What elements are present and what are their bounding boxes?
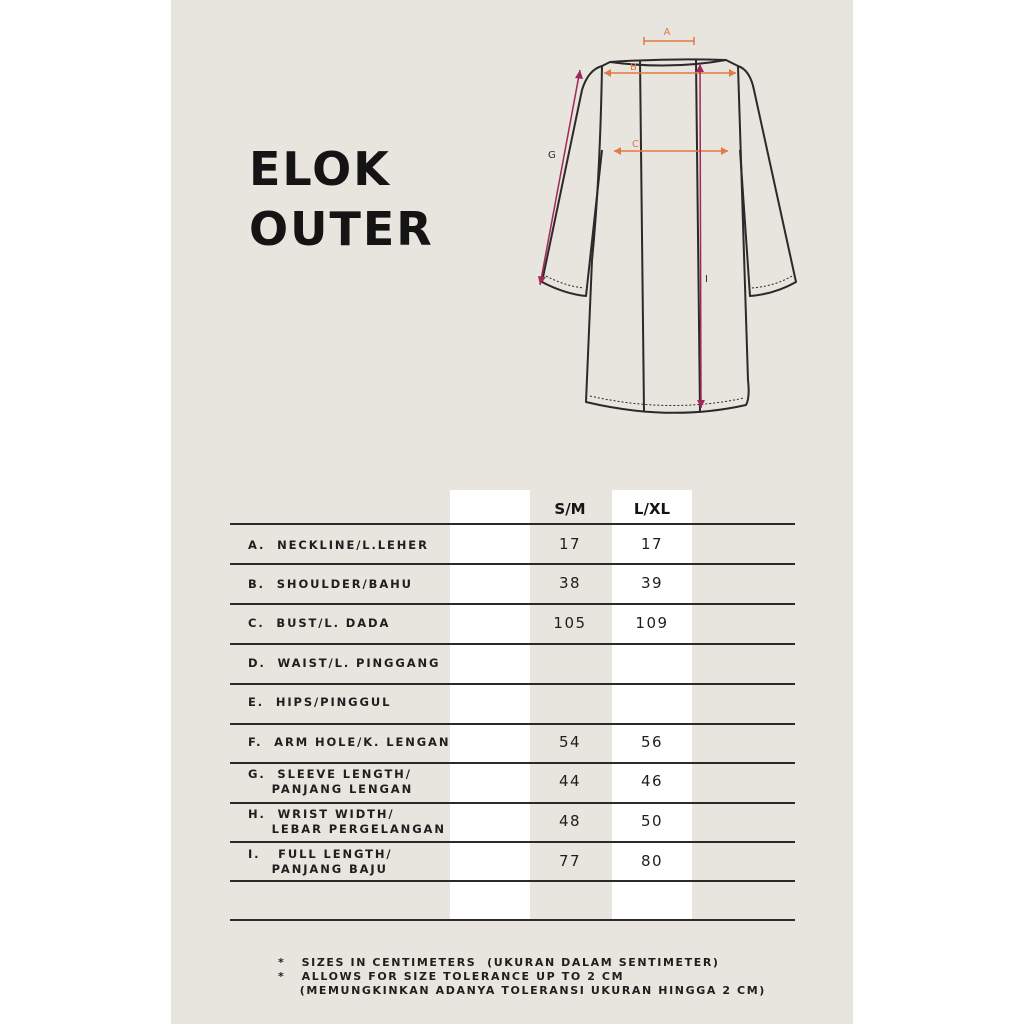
cell-lxl-shoulder: 39 [640,574,664,592]
row-label-waist: D. WAIST/L. PINGGANG [248,656,441,670]
footnote-units: * SIZES IN CENTIMETERS (UKURAN DALAM SENTIMETER) [278,956,720,969]
cell-sm-neckline: 17 [558,535,582,553]
column-header-lxl: L/XL [633,500,671,518]
product-title-line2: OUTER [249,202,434,256]
cell-sm-wrist-width: 48 [558,812,582,830]
cell-lxl-bust: 109 [635,614,669,632]
cell-sm-full-length: 77 [558,852,582,870]
table-rule [230,523,795,525]
table-rule [230,919,795,921]
column-header-sm: S/M [554,500,586,518]
row-label-sleeve-length: G. SLEEVE LENGTH/ PANJANG LENGAN [248,767,414,796]
cell-sm-bust: 105 [553,614,587,632]
row-label-arm-hole: F. ARM HOLE/K. LENGAN [248,735,451,749]
measure-g-sleeve [540,70,580,285]
table-rule [230,603,795,605]
measure-arrowheads-horizontal [604,69,736,155]
footnote-tolerance-translation: (MEMUNGKINKAN ADANYA TOLERANSI UKURAN HINGGA 2 CM) [278,984,766,997]
cell-lxl-sleeve-length: 46 [640,772,664,790]
table-rule [230,683,795,685]
measure-i-label: I [705,274,708,285]
row-label-bust: C. BUST/L. DADA [248,616,391,630]
garment-measurement-diagram [520,20,810,420]
table-rule [230,841,795,843]
table-rule [230,762,795,764]
measure-b-label: B [630,62,637,73]
table-rule [230,723,795,725]
table-rule [230,563,795,565]
cell-lxl-arm-hole: 56 [640,733,664,751]
row-label-full-length: I. FULL LENGTH/ PANJANG BAJU [248,847,393,876]
cell-sm-sleeve-length: 44 [558,772,582,790]
cell-lxl-neckline: 17 [640,535,664,553]
measure-arrowheads [538,64,705,408]
table-rule [230,880,795,882]
measure-a-label: A [663,27,671,38]
cell-sm-arm-hole: 54 [558,733,582,751]
row-label-shoulder: B. SHOULDER/BAHU [248,577,413,591]
table-rule [230,643,795,645]
cell-lxl-wrist-width: 50 [640,812,664,830]
row-label-neckline: A. NECKLINE/L.LEHER [248,538,429,552]
measure-a-neckline [644,37,694,45]
cell-sm-shoulder: 38 [558,574,582,592]
table-rule [230,802,795,804]
measure-g-label: G [548,150,556,161]
measure-i-length [700,64,701,408]
cell-lxl-full-length: 80 [640,852,664,870]
garment-outline [542,59,796,412]
row-label-wrist-width: H. WRIST WIDTH/ LEBAR PERGELANGAN [248,807,446,836]
product-title-line1: ELOK [249,142,391,196]
row-label-hips: E. HIPS/PINGGUL [248,695,392,709]
footnote-tolerance: * ALLOWS FOR SIZE TOLERANCE UP TO 2 CM [278,970,625,983]
measure-c-label: C [632,139,639,150]
table-blank-column [450,490,530,920]
